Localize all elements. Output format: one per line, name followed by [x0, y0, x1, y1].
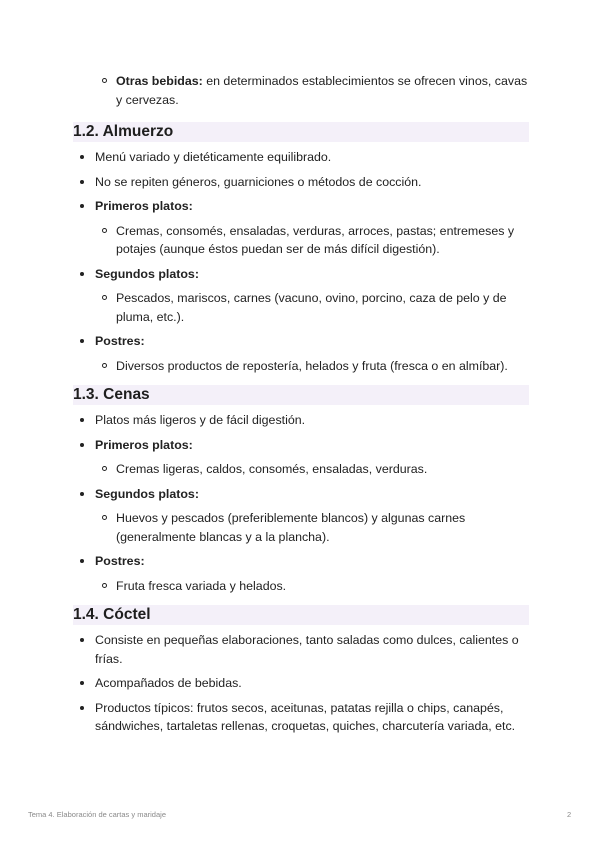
list-item-otras-bebidas	[73, 72, 529, 109]
list-item: Consiste en pequeñas elaboraciones, tanto saladas como dulces, calientes o frías.	[73, 631, 529, 668]
list-subitem: Cremas, consomés, ensaladas, verduras, arroces, pastas; entremeses y potajes (aunque éstos puedan ser de más difícil digestión).	[73, 222, 529, 259]
list-item-segundos-platos: Segundos platos:	[73, 485, 529, 504]
document-body	[73, 72, 529, 736]
list-item: No se repiten géneros, guarniciones o métodos de cocción.	[73, 173, 529, 192]
list-subitem: Cremas ligeras, caldos, consomés, ensaladas, verduras.	[73, 460, 529, 479]
list-subitem: Huevos y pescados (preferiblemente blancos) y algunas carnes (generalmente blancas y a la plancha).	[73, 509, 529, 546]
list-item-primeros-platos: Primeros platos:	[73, 197, 529, 216]
list-item-postres: Postres:	[73, 552, 529, 571]
list-item: Menú variado y dietéticamente equilibrado.	[73, 148, 529, 167]
list-subitem: Pescados, mariscos, carnes (vacuno, ovino, porcino, caza de pelo y de pluma, etc.).	[73, 289, 529, 326]
section-heading-coctel: 1.4. Cóctel	[73, 605, 529, 625]
list-item-primeros-platos: Primeros platos:	[73, 436, 529, 455]
section-heading-almuerzo: 1.2. Almuerzo	[73, 122, 529, 142]
section-heading-cenas: 1.3. Cenas	[73, 385, 529, 405]
list-item-segundos-platos: Segundos platos:	[73, 265, 529, 284]
list-subitem: Fruta fresca variada y helados.	[73, 577, 529, 596]
list-item: Platos más ligeros y de fácil digestión.	[73, 411, 529, 430]
item-label: Otras bebidas:	[116, 74, 203, 88]
page-number: 2	[567, 810, 572, 819]
list-item: Acompañados de bebidas.	[73, 674, 529, 693]
list-subitem: Diversos productos de repostería, helados y fruta (fresca o en almíbar).	[73, 357, 529, 376]
item-text: en determinados establecimientos se ofrecen vinos, cavas y cervezas.	[116, 74, 528, 107]
footer-title: Tema 4. Elaboración de cartas y maridaje	[28, 810, 166, 819]
list-item: Productos típicos: frutos secos, aceitunas, patatas rejilla o chips, canapés, sándwiches, tartaletas rellenas, croquetas, quiches, charcutería variada, etc.	[73, 699, 529, 736]
list-item-postres: Postres:	[73, 332, 529, 351]
